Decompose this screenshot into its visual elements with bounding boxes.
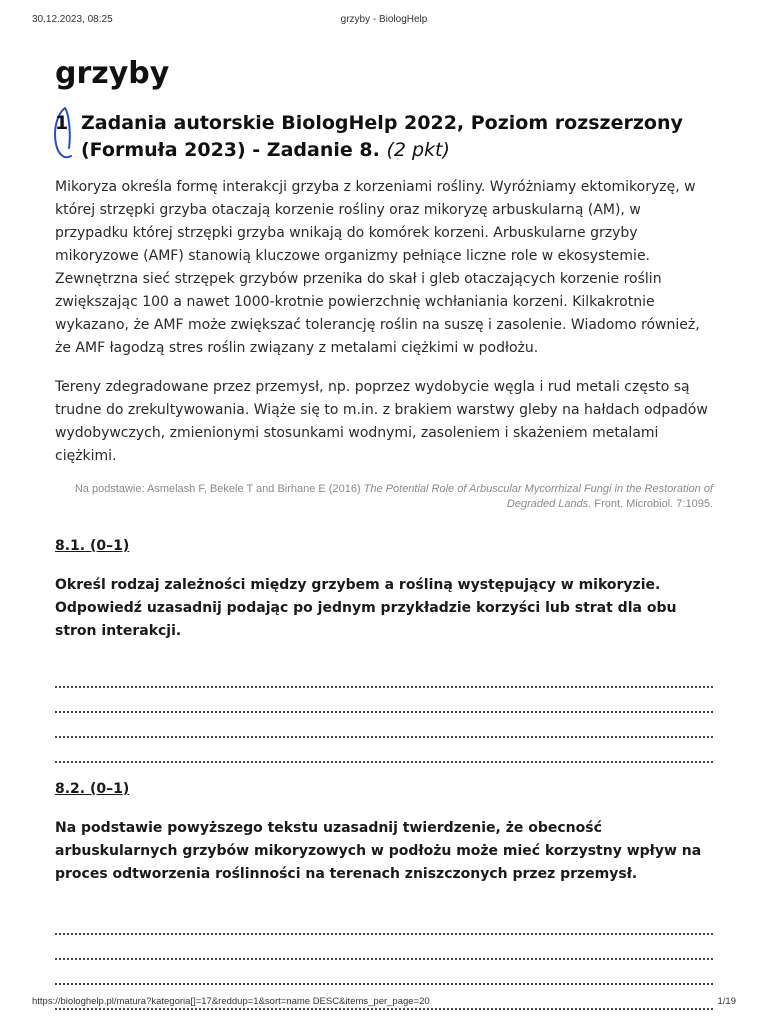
answer-line bbox=[55, 669, 713, 694]
print-header bbox=[32, 14, 736, 28]
answer-line bbox=[55, 744, 713, 769]
print-doc-title: grzyby - BiologHelp bbox=[340, 14, 428, 25]
print-datetime: 30.12.2023, 08:25 bbox=[32, 14, 113, 25]
answer-line bbox=[55, 941, 713, 966]
source-title: The Potential Role of Arbuscular Mycorrhizal Fungi in the Restoration of Degraded Lands bbox=[363, 483, 713, 510]
subtask-1-question: Określ rodzaj zależności między grzybem a rośliną występujący w mikoryzie. Odpowiedź uzasadnij podając po jednym przykładzie korzyści lub strat dla obu stron interakcji. bbox=[55, 577, 677, 639]
subtask-1-label: 8.1. (0–1) bbox=[55, 538, 130, 554]
task-paragraph-2: Tereny zdegradowane przez przemysł, np. poprzez wydobycie węgla i rud metali często są trudne do zrekultywowania. Wiąże się to m.in. z brakiem warstwy gleby na hałdach odpadów wydobywczych, zmienionymi stosunkami wodnymi, zasoleniem i skażeniem metalami ciężkimi. bbox=[55, 379, 708, 464]
print-url: https://biologhelp.pl/matura?kategoria[]=17&reddup=1&sort=name DESC&items_per_page=20 bbox=[32, 996, 430, 1007]
page-title: grzyby bbox=[55, 56, 170, 91]
page-content bbox=[55, 52, 713, 1016]
answer-line bbox=[55, 719, 713, 744]
print-footer bbox=[32, 996, 736, 1010]
subtask-2-label: 8.2. (0–1) bbox=[55, 781, 130, 797]
task-heading bbox=[55, 110, 713, 164]
task-points: (2 pkt) bbox=[386, 139, 450, 161]
answer-line bbox=[55, 694, 713, 719]
source-prefix: Na podstawie: Asmelash F, Bekele T and Birhane E (2016) bbox=[74, 483, 361, 495]
task-title: Zadania autorskie BiologHelp 2022, Poziom rozszerzony (Formuła 2023) - Zadanie 8. bbox=[81, 112, 683, 161]
answer-line bbox=[55, 966, 713, 991]
subtask-1-answer-area[interactable] bbox=[55, 669, 713, 769]
task-number: 1 bbox=[55, 112, 69, 134]
source-suffix: . Front. Microbiol. 7:1095. bbox=[588, 498, 713, 510]
subtask-2-question: Na podstawie powyższego tekstu uzasadnij twierdzenie, że obecność arbuskularnych grzybów mikoryzowych w podłożu może mieć korzystny wpływ na proces odtworzenia roślinności na terenach zniszczonych przez przemysł. bbox=[55, 820, 702, 882]
page-number: 1/19 bbox=[717, 996, 736, 1007]
task-paragraph-1: Mikoryza określa formę interakcji grzyba z korzeniami rośliny. Wyróżniamy ektomikoryzę, w której strzępki grzyba otaczają korzenie rośliny oraz mikoryzę arbuskularną (AM), w przypadku której strzępki grzyba wnikają do komórek korzeni. Arbuskularne grzyby mikoryzowe (AMF) stanowią kluczowe organizmy pełniące liczne role w ekosystemie. Zewnętrzna sieć strzępek grzybów przenika do skał i gleb otaczających korzenie roślin zwiększając 100 a nawet 1000-krotnie powierzchnię wchłaniania korzeni. Kilkakrotnie wykazano, że AMF może zwiększać tolerancję roślin na suszę i zasolenie. Wiadomo również, że AMF łagodzą stres roślin związany z metalami ciężkimi w podłożu. bbox=[55, 179, 700, 356]
answer-line bbox=[55, 916, 713, 941]
source-citation bbox=[55, 482, 713, 512]
